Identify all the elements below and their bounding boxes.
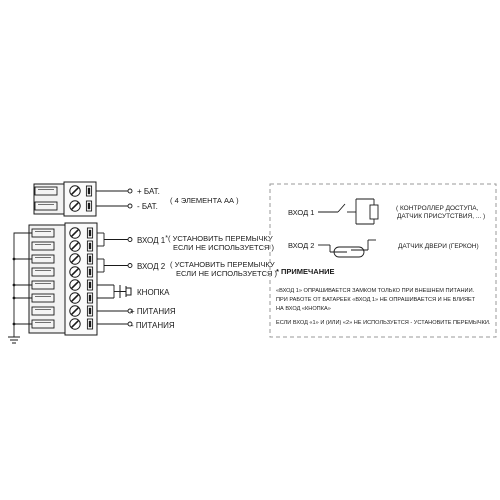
legend-input2-label: ВХОД 2 [288,241,315,250]
input2-label: ВХОД 2 [137,262,166,271]
note-line1: «ВХОД 1» ОПРАШИВАЕТСЯ ЗАМКОМ ТОЛЬКО ПРИ ВНЕШНЕМ ПИТАНИИ. [276,288,475,294]
battery-note: ( 4 ЭЛЕМЕНТА АА ) [170,196,239,205]
reed-switch-icon [318,240,376,257]
legend-input2-desc: ДАТЧИК ДВЕРИ (ГЕРКОН) [398,243,479,250]
note-line4: ЕСЛИ ВХОД «1» И (ИЛИ) «2» НЕ ИСПОЛЬЗУЕТСЯ - УСТАНОВИТЕ ПЕРЕМЫЧКИ. [276,320,491,326]
main-terminal-block [29,223,97,335]
pushbutton-icon [120,285,131,298]
input1-asterisk: * [165,235,168,242]
input2-note-line2: ЕСЛИ НЕ ИСПОЛЬЗУЕТСЯ ) [176,269,277,278]
note-line2: ПРИ РАБОТЕ ОТ БАТАРЕЕК «ВХОД 1» НЕ ОПРАШИВАЕТСЯ И НЕ ВЛИЯЕТ [276,297,476,303]
input1-note-line1: ( УСТАНОВИТЬ ПЕРЕМЫЧКУ [168,234,273,243]
battery-connector [34,182,132,216]
power-minus-label: - ПИТАНИЯ [131,321,175,330]
battery-plus-label: + БАТ. [137,187,160,196]
legend-input1-desc-line2: ДАТЧИК ПРИСУТСТВИЯ, ... ) [397,213,486,220]
note-line3: НА ВХОД «КНОПКА» [276,306,331,312]
terminal-output-wiring [97,233,128,324]
button-label: КНОПКА [137,288,170,297]
power-plus-label: + ПИТАНИЯ [130,307,176,316]
input2-note-line1: ( УСТАНОВИТЬ ПЕРЕМЫЧКУ [170,260,275,269]
legend-input1-label: ВХОД 1 [288,208,315,217]
ground-icon [8,337,20,343]
legend-input1-desc-line1: ( КОНТРОЛЛЕР ДОСТУПА, [396,205,479,212]
input1-note-line2: ЕСЛИ НЕ ИСПОЛЬЗУЕТСЯ ) [173,243,274,252]
note-title: * ПРИМЕЧАНИЕ [276,267,335,276]
battery-minus-label: - БАТ. [137,202,158,211]
input1-label: ВХОД 1* [137,235,168,245]
switch-resistor-icon [318,199,378,224]
